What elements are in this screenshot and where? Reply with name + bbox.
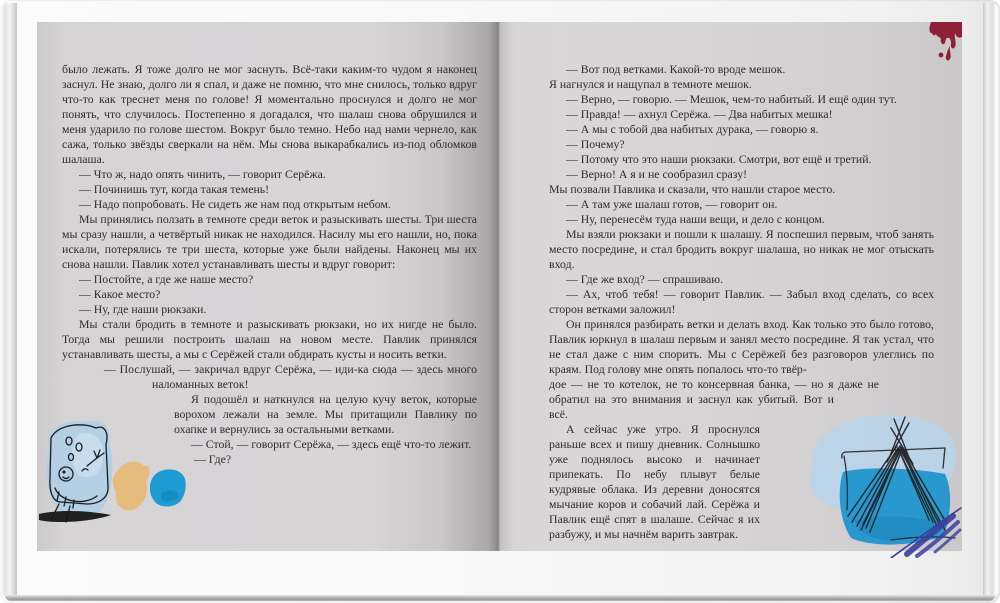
text-wrap-spacer bbox=[62, 377, 152, 392]
text-wrap-spacer bbox=[62, 362, 87, 377]
paint-splat-dot bbox=[939, 53, 944, 58]
paragraph: — Ну, где наши рюкзаки. bbox=[79, 302, 207, 316]
page-right bbox=[500, 22, 962, 551]
book-page-edge-right bbox=[983, 3, 1000, 597]
page-left bbox=[37, 22, 497, 551]
paragraph: — Где? bbox=[194, 452, 232, 466]
book-page-edge-bottom bbox=[5, 595, 995, 601]
paragraph: Мы стали бродить в темноте и разыскивать рюкзаки, но их нигде не было. Тогда мы решили построить шалаш на новом месте. Павлик принялся устанавливать шесты, а мы с Серёжей стали обдирать кусты и носить ветки. bbox=[62, 317, 477, 361]
paragraph: — Какое место? bbox=[79, 287, 161, 301]
paragraph: Он принялся разбирать ветки и делать вход. Как только это было готово, Павлик юркнул в шалаш первым и занял место посредине. Я так устал, что не стал даже с ним спорить. Мы с Серёжей без разговоров улеглись по краям. Под голову мне опять попалось что-то твёр- bbox=[549, 317, 934, 376]
paragraph: — Где же вход? — спрашиваю. bbox=[566, 272, 724, 286]
page-left-text-top bbox=[62, 62, 477, 362]
page-left-text-column bbox=[62, 62, 477, 497]
paragraph: было лежать. Я тоже долго не мог заснуть. Всё-таки каким-то чудом я наконец заснул. Не знаю, долго ли я спал, и даже не помню, что мне снилось, только вдруг что-то как треснет меня по голове! Я моментально проснулся и долго не мог понять, что случилось. Постепенно я догадался, что шалаш снова обрушился и меня ударило по голове шестом. Вокруг было темно. Небо над нами чернело, как сажа, только звёзды сверкали на нём. Мы снова выкарабкались из-под обломков шалаша. bbox=[62, 62, 477, 166]
paragraph: — Правда! — ахнул Серёжа. — Два набитых мешка! bbox=[566, 107, 833, 121]
paragraph: Мы принялись ползать в темноте среди веток и разыскивать шесты. Три шеста мы сразу нашли, а четвёртый никак не находился. Насилу мы его нашли, но, пока искали, потерялись те три шеста, которые уже были найдены. Наконец мы их снова нашли. Павлик хотел устанавливать шесты и вдруг говорит: bbox=[62, 212, 477, 271]
paragraph: А сейчас уже утро. Я проснулся раньше всех и пишу дневник. Солнышко уже поднялось высоко и начинает припекать. По небу плывут белые кудрявые облака. Из деревни доносятся мычание коров и собачий лай. Серёжа и Павлик ещё спят в шалаше. Сейчас я их разбужу, и мы начнём варить завтрак. bbox=[549, 422, 760, 541]
paragraph: — Верно! А я и не сообразил сразу! bbox=[566, 167, 748, 181]
paint-splat-drip bbox=[946, 46, 951, 60]
paint-splat-shape bbox=[929, 22, 962, 48]
page-right-text-wrap bbox=[549, 377, 934, 542]
book-page-edge-left bbox=[0, 3, 17, 597]
paragraph: — А там уже шалаш готов, — говорит он. bbox=[566, 197, 778, 211]
paragraph: — Потому что это наши рюкзаки. Смотри, вот ещё и третий. bbox=[566, 152, 872, 166]
ink-shadow-stroke bbox=[39, 511, 111, 522]
paragraph: дое — не то котелок, не то консервная банка, — но я даже не обратил на это внимания и заснул как убитый. Вот и всё. bbox=[549, 377, 879, 421]
text-wrap-spacer bbox=[62, 452, 177, 482]
paragraph: — Почему? bbox=[566, 137, 625, 151]
paragraph: — Надо попробовать. Не сидеть же нам под открытым небом. bbox=[79, 197, 391, 211]
paragraph: Я нагнулся и нащупал в темноте мешок. bbox=[549, 77, 752, 91]
text-wrap-spacer bbox=[879, 377, 934, 392]
paragraph: — Ах, чтоб тебя! — говорит Павлик. — Забыл вход сделать, со всех сторон ветками заложил! bbox=[549, 287, 934, 316]
paragraph: — Послушай, — закричал вдруг Серёжа, — иди-ка сюда — здесь много наломанных веток! bbox=[104, 362, 477, 391]
text-wrap-spacer bbox=[62, 392, 174, 452]
paragraph: — Что ж, надо опять чинить, — говорит Серёжа. bbox=[79, 167, 326, 181]
text-wrap-spacer bbox=[834, 392, 934, 407]
paragraph: — Постойте, а где же наше место? bbox=[79, 272, 254, 286]
paragraph: Мы взяли рюкзаки и пошли к шалашу. Я поспешил первым, чтоб занять место посредине, и стал бродить вокруг шалаша, но никак не мог отыскать вход. bbox=[549, 227, 934, 271]
text-wrap-spacer bbox=[62, 482, 197, 497]
page-left-text-wrap bbox=[62, 362, 477, 467]
paragraph: Мы позвали Павлика и сказали, что нашли старое место. bbox=[549, 182, 836, 196]
page-right-text-column bbox=[549, 62, 934, 542]
paragraph: — А мы с тобой два набитых дурака, — говорю я. bbox=[566, 122, 819, 136]
text-wrap-spacer bbox=[760, 407, 934, 542]
paragraph: — Вот под ветками. Какой-то вроде мешок. bbox=[566, 62, 786, 76]
paragraph: — Ну, перенесём туда наши вещи, и дело с концом. bbox=[566, 212, 825, 226]
paragraph: — Стой, — говорит Серёжа, — здесь ещё что-то лежит. bbox=[191, 437, 472, 451]
paragraph: — Починишь тут, когда такая темень! bbox=[79, 182, 270, 196]
page-right-text-top bbox=[549, 62, 934, 377]
paragraph: — Верно, — говорю. — Мешок, чем-то набитый. И ещё один тут. bbox=[566, 92, 897, 106]
paragraph: Я подошёл и наткнулся на целую кучу веток, которые ворохом лежали на земле. Мы притащили Павлику по охапке и вернулись за остальными ветками. bbox=[174, 392, 477, 436]
